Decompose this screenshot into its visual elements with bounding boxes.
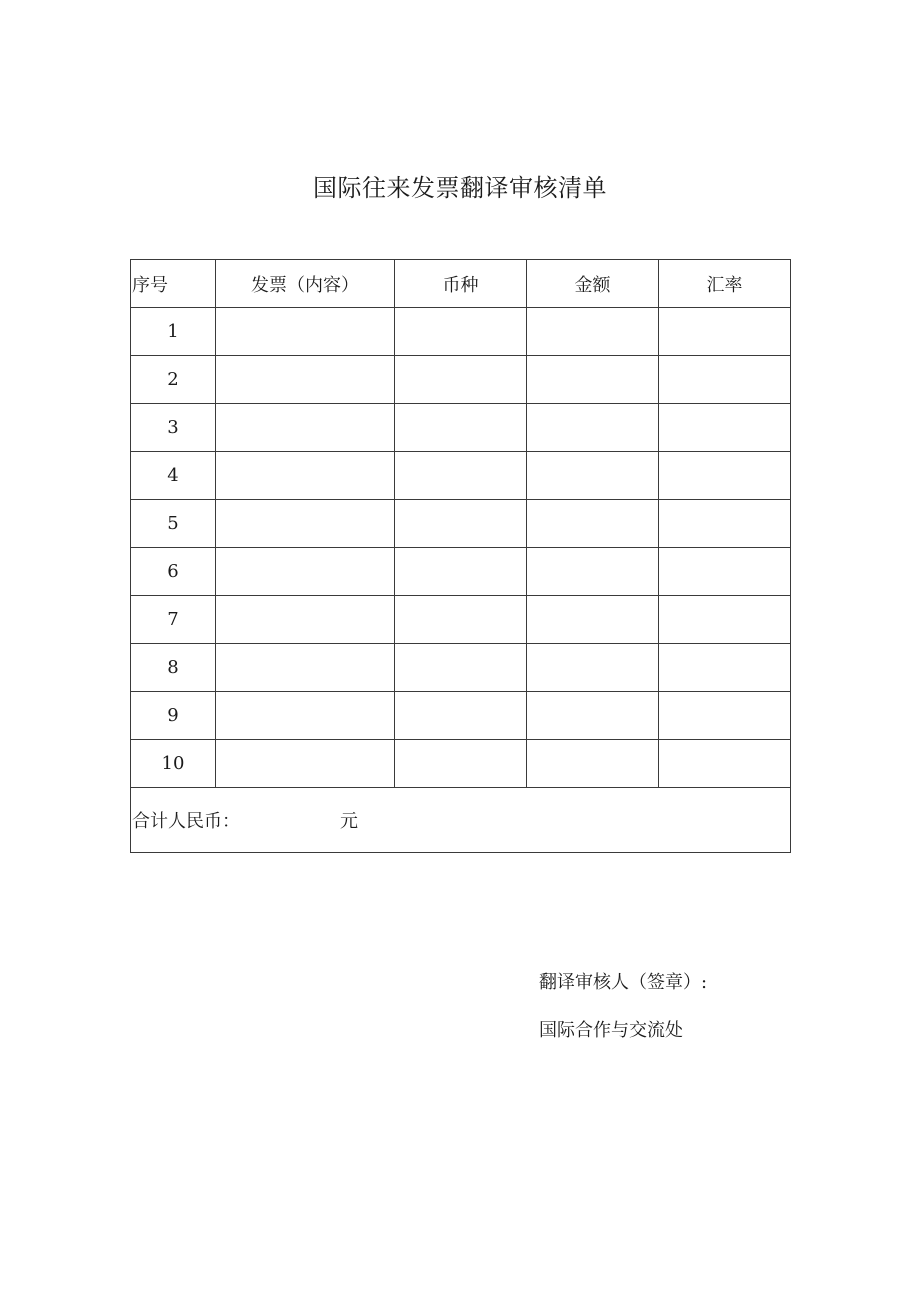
currency-cell[interactable]	[395, 692, 527, 740]
office-name: 国际合作与交流处	[539, 1020, 683, 1041]
table-header-row	[131, 260, 791, 308]
row-number: 8	[131, 644, 216, 692]
table-row	[131, 644, 791, 692]
header-rate: 汇率	[659, 260, 791, 308]
amount-cell[interactable]	[527, 500, 659, 548]
header-currency: 币种	[395, 260, 527, 308]
table-row	[131, 500, 791, 548]
rate-cell[interactable]	[659, 548, 791, 596]
row-number: 3	[131, 404, 216, 452]
amount-cell[interactable]	[527, 356, 659, 404]
invoice-cell[interactable]	[216, 308, 395, 356]
currency-cell[interactable]	[395, 404, 527, 452]
amount-cell[interactable]	[527, 644, 659, 692]
invoice-cell[interactable]	[216, 452, 395, 500]
row-number: 5	[131, 500, 216, 548]
rate-cell[interactable]	[659, 308, 791, 356]
rate-cell[interactable]	[659, 404, 791, 452]
document-title: 国际往来发票翻译审核清单	[313, 174, 607, 202]
rate-cell[interactable]	[659, 356, 791, 404]
rate-cell[interactable]	[659, 644, 791, 692]
table-row	[131, 404, 791, 452]
rate-cell[interactable]	[659, 692, 791, 740]
rate-cell[interactable]	[659, 500, 791, 548]
table-row	[131, 596, 791, 644]
currency-cell[interactable]	[395, 452, 527, 500]
invoice-cell[interactable]	[216, 356, 395, 404]
table-row	[131, 548, 791, 596]
amount-cell[interactable]	[527, 308, 659, 356]
invoice-cell[interactable]	[216, 740, 395, 788]
invoice-table	[130, 259, 791, 853]
currency-cell[interactable]	[395, 740, 527, 788]
invoice-cell[interactable]	[216, 644, 395, 692]
invoice-cell[interactable]	[216, 548, 395, 596]
reviewer-signature-label: 翻译审核人（签章）:	[539, 972, 708, 993]
amount-cell[interactable]	[527, 596, 659, 644]
table-row	[131, 692, 791, 740]
currency-cell[interactable]	[395, 644, 527, 692]
amount-cell[interactable]	[527, 548, 659, 596]
currency-cell[interactable]	[395, 596, 527, 644]
total-row	[131, 788, 791, 853]
table-row	[131, 308, 791, 356]
amount-cell[interactable]	[527, 452, 659, 500]
amount-cell[interactable]	[527, 692, 659, 740]
currency-cell[interactable]	[395, 308, 527, 356]
row-number: 6	[131, 548, 216, 596]
total-cell[interactable]	[131, 788, 791, 853]
invoice-cell[interactable]	[216, 404, 395, 452]
total-label: 合计人民币：	[132, 811, 240, 832]
header-amount: 金额	[527, 260, 659, 308]
header-invoice: 发票（内容）	[216, 260, 395, 308]
currency-cell[interactable]	[395, 356, 527, 404]
rate-cell[interactable]	[659, 452, 791, 500]
invoice-cell[interactable]	[216, 596, 395, 644]
rate-cell[interactable]	[659, 740, 791, 788]
row-number: 10	[131, 740, 216, 788]
row-number: 9	[131, 692, 216, 740]
rate-cell[interactable]	[659, 596, 791, 644]
total-unit: 元	[340, 811, 358, 832]
invoice-cell[interactable]	[216, 500, 395, 548]
currency-cell[interactable]	[395, 548, 527, 596]
row-number: 7	[131, 596, 216, 644]
table-row	[131, 452, 791, 500]
currency-cell[interactable]	[395, 500, 527, 548]
invoice-cell[interactable]	[216, 692, 395, 740]
row-number: 2	[131, 356, 216, 404]
amount-cell[interactable]	[527, 404, 659, 452]
table-row	[131, 740, 791, 788]
row-number: 1	[131, 308, 216, 356]
row-number: 4	[131, 452, 216, 500]
header-no: 序号	[131, 260, 216, 308]
table-row	[131, 356, 791, 404]
amount-cell[interactable]	[527, 740, 659, 788]
